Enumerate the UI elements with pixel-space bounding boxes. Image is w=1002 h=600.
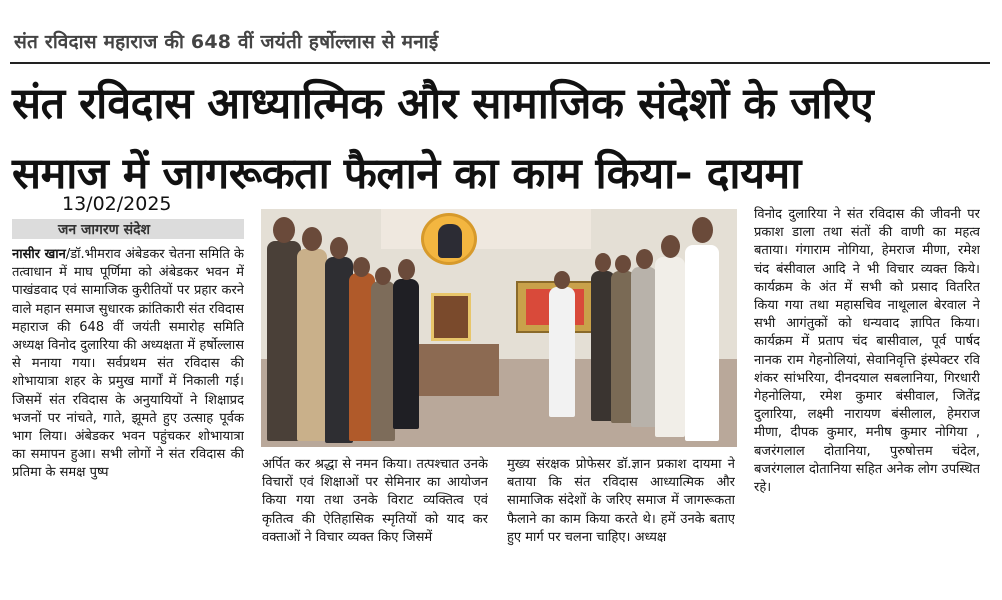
saint-frame-icon xyxy=(431,293,471,341)
article-text-2: अर्पित कर श्रद्धा से नमन किया। तत्पश्चात उनके विचारों एवं शिक्षाओं पर सेमिनार का आयोजन किया गया तथा उनके विराट व्यक्तित्व एवं कृतित्व की ऐतिहासिक स्मृतियों को याद कर वक्ताओं ने विचार व्यक्त किए जिसमें xyxy=(262,457,488,545)
article-column-4 xyxy=(754,206,980,594)
kicker-line: संत रविदास महाराज की 648 वीं जयंती हर्षोल्लास से मनाई xyxy=(14,31,439,53)
byline: नासीर खान xyxy=(12,247,66,262)
person-figure xyxy=(685,245,719,441)
article-column-3 xyxy=(507,456,735,592)
person-figure xyxy=(549,287,575,417)
person-figure xyxy=(267,241,301,441)
publication-date: 13/02/2025 xyxy=(62,193,172,215)
article-text-1: /डॉ.भीमराव अंबेडकर चेतना समिति के तत्वाधान में माघ पूर्णिमा को अंबेडकर भवन में पाखंडवाद एवं सामाजिक कुरीतियों पर प्रहार करने वाले महान समाज सुधारक क्रांतिकारी संत रविदास महाराज की 648 वीं जयंती समारोह समिति अध्यक्ष विनोद दुलारिया की अध्यक्षता में हर्षोल्लास से मनाया गया। सर्वप्रथम संत रविदास की शोभायात्रा शहर के प्रमुख मार्गों में निकाली गई। जिसमें संत रविदास के अनुयायियों ने शिक्षाप्रद भजनों पर नांचते, गाते, झूमते हुए उत्साह पूर्वक भाग लिया। अंबेडकर भवन पहुंचकर शोभायात्रा का समापन हुआ। सभी लोगों ने संत रविदास की प्रतिमा के समक्ष पुष्प xyxy=(12,247,244,481)
article-text-4: विनोद दुलारिया ने संत रविदास की जीवनी पर प्रकाश डाला तथा संतों की वाणी का महत्व बताया। गंगाराम नोगिया, हेमराज मीणा, रमेश चंद बंसीवाल आदि ने भी विचार व्यक्त किये। कार्यक्रम के अंत में सभी को प्रसाद वितरित किया गया तथा महासचिव नाथूलाल बेरवाल ने सभी आगंतुकों को धन्यवाद ज्ञापित किया। कार्यक्रम में प्रताप चंद बासीवाल, पूर्व पार्षद नानक राम गेहनोलियां, सेवानिवृत्ति इंस्पेक्टर रवि शंकर सांभरिया, दीनदयाल सबलानिया, गिरधारी गेहनोलिया, रमेश कुमार बंसीवाल, जितेंद्र दुलारिया, लक्ष्मी नारायण बंसीलाल, हेमराज मीणा, दीपक कुमार, मनीष कुमार नोगिया , बजरंगलाल दोतानिया, पुरुषोत्तम चंदेल, बजरंगलाल दोतानिया सहित अनेक लोग उपस्थित रहे। xyxy=(754,207,980,496)
photo-table xyxy=(411,344,499,396)
agency-bar xyxy=(12,219,244,239)
ambedkar-portrait-icon xyxy=(421,213,477,265)
article-column-2 xyxy=(262,456,488,592)
person-figure xyxy=(655,257,685,437)
person-figure xyxy=(297,249,327,441)
kicker-divider xyxy=(10,62,990,64)
person-figure xyxy=(371,281,395,441)
headline-line-2: समाज में जागरूकता फैलाने का काम किया- दायमा xyxy=(12,149,801,199)
photo-banner xyxy=(381,209,591,249)
person-figure xyxy=(393,279,419,429)
article-column-1 xyxy=(12,246,244,596)
article-text-3: मुख्य संरक्षक प्रोफेसर डॉ.ज्ञान प्रकाश दायमा ने बताया कि संत रविदास आध्यात्मिक और सामाजिक संदेशों के जरिए समाज में जागरूकता फैलाने का काम किया करते थे। हमें उनके बताए हुए मार्ग पर चलना चाहिए। अध्यक्ष xyxy=(507,457,735,545)
agency-name: जन जागरण संदेश xyxy=(58,222,151,238)
event-photo xyxy=(261,209,737,447)
person-figure xyxy=(631,267,657,427)
headline-line-1: संत रविदास आध्यात्मिक और सामाजिक संदेशों के जरिए xyxy=(12,79,874,129)
